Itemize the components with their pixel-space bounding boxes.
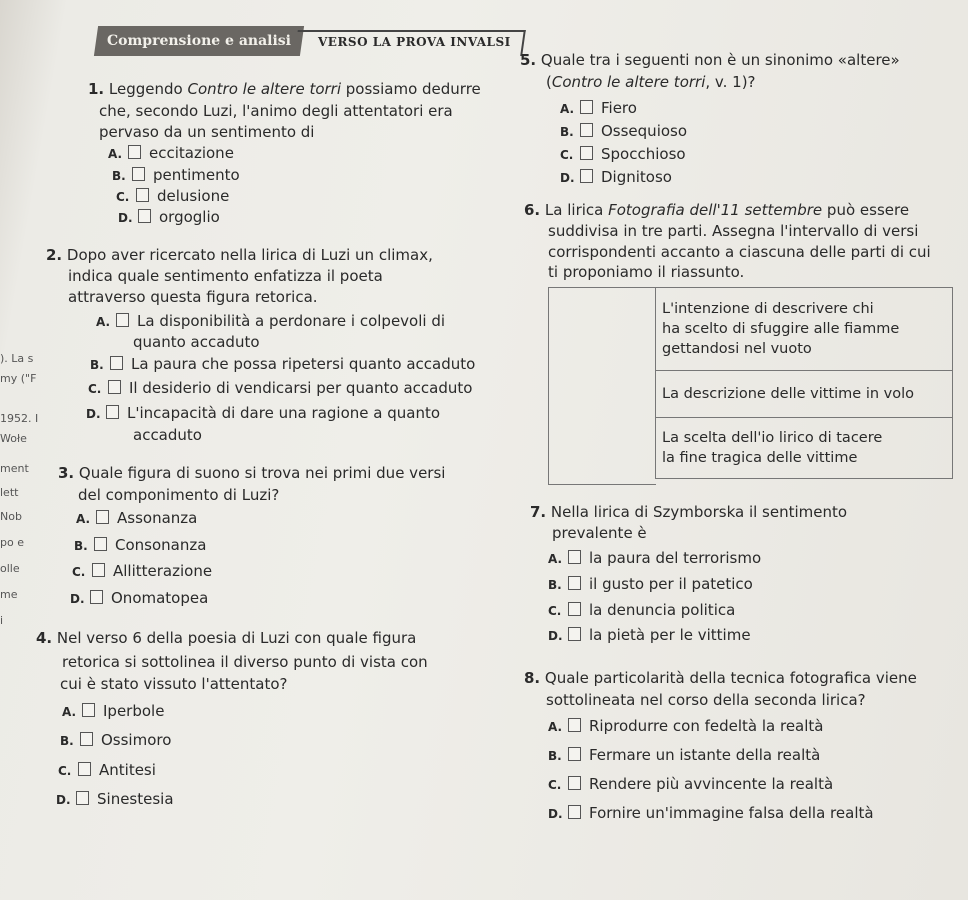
section-tab: Comprensione e analisi <box>94 26 304 56</box>
question-6-line-1: 6. La lirica Fotografia dell'11 settembre può essere <box>524 201 910 219</box>
checkbox-icon[interactable] <box>76 791 89 805</box>
q7-option-d[interactable]: D. la pietà per le vittime <box>548 626 751 644</box>
q2-option-d-cont: accaduto <box>133 426 202 444</box>
margin-fragment: ment <box>0 462 29 475</box>
q8-option-c[interactable]: C. Rendere più avvincente la realtà <box>548 775 834 793</box>
question-6-line-3: corrispondenti accanto a ciascuna delle parti di cui <box>548 243 931 261</box>
question-3-line-2: del componimento di Luzi? <box>78 486 280 504</box>
table-row <box>656 371 953 418</box>
question-3-line-1: 3. Quale figura di suono si trova nei primi due versi <box>58 464 446 482</box>
question-7-line-1: 7. Nella lirica di Szymborska il sentimento <box>530 503 848 521</box>
question-4-line-2: retorica si sottolinea il diverso punto di vista con <box>62 653 428 671</box>
q5-option-c[interactable]: C. Spocchioso <box>560 145 686 163</box>
q5-option-b[interactable]: B. Ossequioso <box>560 122 688 140</box>
q1-option-a[interactable]: A. eccitazione <box>108 144 234 162</box>
q5-option-a[interactable]: A. Fiero <box>560 99 637 117</box>
checkbox-icon[interactable] <box>580 169 593 183</box>
q3-option-c[interactable]: C. Allitterazione <box>72 562 213 580</box>
checkbox-icon[interactable] <box>116 313 129 327</box>
q3-option-b[interactable]: B. Consonanza <box>74 536 207 554</box>
checkbox-icon[interactable] <box>580 100 593 114</box>
checkbox-icon[interactable] <box>110 356 123 370</box>
question-1-line-3: pervaso da un sentimento di <box>99 123 315 141</box>
question-6-line-4: ti proponiamo il riassunto. <box>548 263 745 281</box>
checkbox-icon[interactable] <box>580 146 593 160</box>
checkbox-icon[interactable] <box>106 405 119 419</box>
margin-fragment: me <box>0 588 18 601</box>
q2-option-a-cont: quanto accaduto <box>133 333 260 351</box>
question-2-line-1: 2. Dopo aver ricercato nella lirica di Luzi un climax, <box>46 246 433 264</box>
checkbox-icon[interactable] <box>580 123 593 137</box>
checkbox-icon[interactable] <box>568 776 581 790</box>
checkbox-icon[interactable] <box>136 188 149 202</box>
checkbox-icon[interactable] <box>568 550 581 564</box>
checkbox-icon[interactable] <box>94 537 107 551</box>
margin-fragment: lett <box>0 486 19 499</box>
summary-table <box>655 287 953 479</box>
margin-fragment: po e <box>0 536 24 549</box>
checkbox-icon[interactable] <box>108 380 121 394</box>
q8-option-a[interactable]: A. Riprodurre con fedeltà la realtà <box>548 717 824 735</box>
q4-option-a[interactable]: A. Iperbole <box>62 702 165 720</box>
q1-option-d[interactable]: D. orgoglio <box>118 208 220 226</box>
q5-option-d[interactable]: D. Dignitoso <box>560 168 672 186</box>
checkbox-icon[interactable] <box>568 747 581 761</box>
margin-fragment: i <box>0 614 4 627</box>
question-4-line-3: cui è stato vissuto l'attentato? <box>60 675 288 693</box>
q2-option-a[interactable]: A. La disponibilità a perdonare i colpevoli di <box>96 312 446 330</box>
q4-option-d[interactable]: D. Sinestesia <box>56 790 174 808</box>
checkbox-icon[interactable] <box>568 602 581 616</box>
table-row <box>656 418 953 479</box>
question-8-line-1: 8. Quale particolarità della tecnica fotografica viene <box>524 669 917 687</box>
checkbox-icon[interactable] <box>78 762 91 776</box>
checkbox-icon[interactable] <box>96 510 109 524</box>
checkbox-icon[interactable] <box>92 563 105 577</box>
q1-option-c[interactable]: C. delusione <box>116 187 230 205</box>
table-row <box>656 288 953 371</box>
question-5-line-2: (Contro le altere torri, v. 1)? <box>546 73 756 91</box>
checkbox-icon[interactable] <box>132 167 145 181</box>
q7-option-b[interactable]: B. il gusto per il patetico <box>548 575 753 593</box>
checkbox-icon[interactable] <box>128 145 141 159</box>
q8-option-b[interactable]: B. Fermare un istante della realtà <box>548 746 821 764</box>
q2-option-d[interactable]: D. L'incapacità di dare una ragione a quanto <box>86 404 441 422</box>
q2-option-c[interactable]: C. Il desiderio di vendicarsi per quanto accaduto <box>88 379 473 397</box>
verse-range-answer-column[interactable] <box>548 287 656 485</box>
margin-fragment: olle <box>0 562 20 575</box>
checkbox-icon[interactable] <box>568 627 581 641</box>
q7-option-a[interactable]: A. la paura del terrorismo <box>548 549 762 567</box>
question-5-line-1: 5. Quale tra i seguenti non è un sinonimo «altere» <box>520 51 900 69</box>
margin-fragment: Wołe <box>0 432 27 445</box>
question-6-line-2: suddivisa in tre parti. Assegna l'intervallo di versi <box>548 222 919 240</box>
question-2-line-3: attraverso questa figura retorica. <box>68 288 318 306</box>
checkbox-icon[interactable] <box>568 718 581 732</box>
q3-option-d[interactable]: D. Onomatopea <box>70 589 209 607</box>
question-7-line-2: prevalente è <box>552 524 647 542</box>
question-8-line-2: sottolineata nel corso della seconda lirica? <box>546 691 866 709</box>
q4-option-b[interactable]: B. Ossimoro <box>60 731 172 749</box>
checkbox-icon[interactable] <box>138 209 151 223</box>
margin-fragment: my ("F <box>0 372 37 385</box>
checkbox-icon[interactable] <box>568 805 581 819</box>
table-cell: La scelta dell'io lirico di tacere la fine tragica delle vittime <box>656 418 953 479</box>
q1-option-b[interactable]: B. pentimento <box>112 166 240 184</box>
q7-option-c[interactable]: C. la denuncia politica <box>548 601 736 619</box>
margin-fragment: 1952. I <box>0 412 39 425</box>
question-2-line-2: indica quale sentimento enfatizza il poeta <box>68 267 383 285</box>
checkbox-icon[interactable] <box>80 732 93 746</box>
question-4-line-1: 4. Nel verso 6 della poesia di Luzi con quale figura <box>36 629 417 647</box>
question-1-line-2: che, secondo Luzi, l'animo degli attentatori era <box>99 102 453 120</box>
checkbox-icon[interactable] <box>90 590 103 604</box>
question-1-line-1: 1. Leggendo Contro le altere torri possiamo dedurre <box>88 80 481 98</box>
table-cell: La descrizione delle vittime in volo <box>656 371 953 418</box>
section-subtitle: VERSO LA PROVA INVALSI <box>318 35 511 49</box>
margin-fragment: Nob <box>0 510 22 523</box>
q8-option-d[interactable]: D. Fornire un'immagine falsa della realtà <box>548 804 874 822</box>
table-cell: L'intenzione di descrivere chi ha scelto di sfuggire alle fiamme gettandosi nel vuoto <box>656 288 953 371</box>
q4-option-c[interactable]: C. Antitesi <box>58 761 156 779</box>
q3-option-a[interactable]: A. Assonanza <box>76 509 198 527</box>
q2-option-b[interactable]: B. La paura che possa ripetersi quanto accaduto <box>90 355 476 373</box>
checkbox-icon[interactable] <box>568 576 581 590</box>
margin-fragment: ). La s <box>0 352 34 365</box>
checkbox-icon[interactable] <box>82 703 95 717</box>
